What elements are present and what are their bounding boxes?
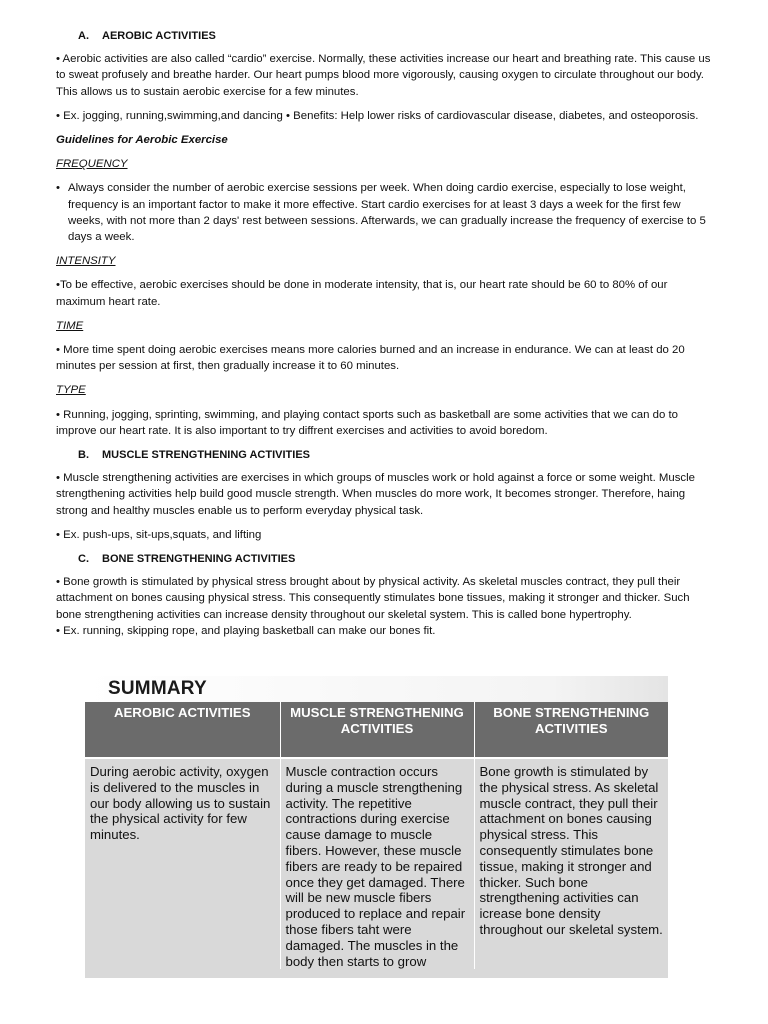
summary-cell-aerobic: During aerobic activity, oxygen is delivered to the muscles in our body allowing us to sustain the physical activity for few minutes.: [85, 758, 280, 969]
section-c-heading: [56, 551, 718, 567]
summary-header-bone: BONE STRENGTHENING ACTIVITIES: [474, 702, 668, 758]
summary-body-row: [85, 758, 668, 969]
time-text: • More time spent doing aerobic exercises means more calories burned and an increase in endurance. We can at least do 20 minutes per session at first, then gradually increase it to 60 minutes.: [56, 344, 685, 373]
bone-intro: • Bone growth is stimulated by physical stress brought about by physical activity. As skeletal muscles contract, they pull their attachment on bones causing physical stress. This consequently stimulates bone tissues, making it stronger and thicker. Such bone strengthening activities can increase density throughout our skeletal system. This is called bone hypertrophy.: [56, 576, 690, 621]
summary-table: [85, 702, 668, 969]
intensity-label: INTENSITY: [56, 255, 116, 268]
bone-examples: • Ex. running, skipping rope, and playing basketball can make our bones fit.: [56, 624, 436, 637]
summary-header-aerobic: AEROBIC ACTIVITIES: [85, 702, 280, 758]
summary-title: SUMMARY: [108, 678, 207, 699]
guidelines-title: Guidelines for Aerobic Exercise: [56, 134, 228, 147]
summary-header-muscle: MUSCLE STRENGTHENING ACTIVITIES: [280, 702, 474, 758]
aerobic-examples: • Ex. jogging, running,swimming,and dancing • Benefits: Help lower risks of cardiovascular disease, diabetes, and osteoporosis.: [56, 109, 699, 122]
section-b-heading: [56, 447, 718, 463]
section-b-letter: B.: [78, 449, 89, 462]
time-label: TIME: [56, 319, 84, 332]
muscle-examples: • Ex. push-ups, sit-ups,squats, and lifting: [56, 528, 262, 541]
summary-cell-muscle: Muscle contraction occurs during a muscle strengthening activity. The repetitive contractions during exercise cause damage to muscle fibers. However, these muscle fibers are ready to be repaired once they get damaged. There will be new muscle fibers produced to replace and repair those fibers taht were damaged. The muscles in the body then starts to grow: [280, 758, 474, 969]
section-a-letter: A.: [78, 30, 89, 42]
frequency-list: [56, 180, 718, 245]
summary-header-row: [85, 702, 668, 758]
type-label: TYPE: [56, 384, 86, 397]
section-c-title: BONE STRENGTHENING ACTIVITIES: [102, 553, 296, 566]
section-a-title: AEROBIC ACTIVITIES: [102, 30, 216, 42]
section-a-heading: [56, 28, 718, 44]
summary-table-image: [85, 676, 668, 978]
section-b-title: MUSCLE STRENGTHENING ACTIVITIES: [102, 449, 310, 462]
aerobic-intro: • Aerobic activities are also called “cardio” exercise. Normally, these activities increase our heart and breathing rate. This cause us to sweat profusely and breathe harder. Our heart pumps blood more vigorously, causing oxygen to circulate throughout our body. This allows us to sustain aerobic exercise for a few minutes.: [56, 53, 711, 98]
muscle-intro: • Muscle strengthening activities are exercises in which groups of muscles work or hold against a force or some weight. Muscle strengthening activities help build good muscle strength. When muscles do more work, It becomes stronger. Therefore, haing strong and healthy muscles enable us to perform everyday physical task.: [56, 472, 695, 517]
summary-cell-bone: Bone growth is stimulated by the physical stress. As skeletal muscle contract, they pull their attachment on bones causing physical stress. This consequently stimulates bone tissue, making it stronger and thicker. Such bone strengthening activities can icrease bone density throughout our skeletal system.: [474, 758, 668, 969]
frequency-text: • Always consider the number of aerobic exercise sessions per week. When doing cardio exercise, especially to lose weight, frequency is an important factor to make it more effective. Start cardio exercises for at least 3 days a week for the first few weeks, with not more than 2 days' rest between sessions. Afterwards, we can gradually increase the frequency of exercise to 5 days a week.: [56, 180, 718, 245]
frequency-label: FREQUENCY: [56, 158, 128, 171]
document-body: [56, 28, 718, 647]
intensity-text: •To be effective, aerobic exercises should be done in moderate intensity, that is, our heart rate should be 60 to 80% of our maximum heart rate.: [56, 279, 668, 308]
section-c-letter: C.: [78, 553, 89, 566]
type-text: • Running, jogging, sprinting, swimming, and playing contact sports such as basketball are some activities that we can do to improve our heart rate. It is also important to try diffrent exercises and activities to avoid boredom.: [56, 408, 678, 437]
